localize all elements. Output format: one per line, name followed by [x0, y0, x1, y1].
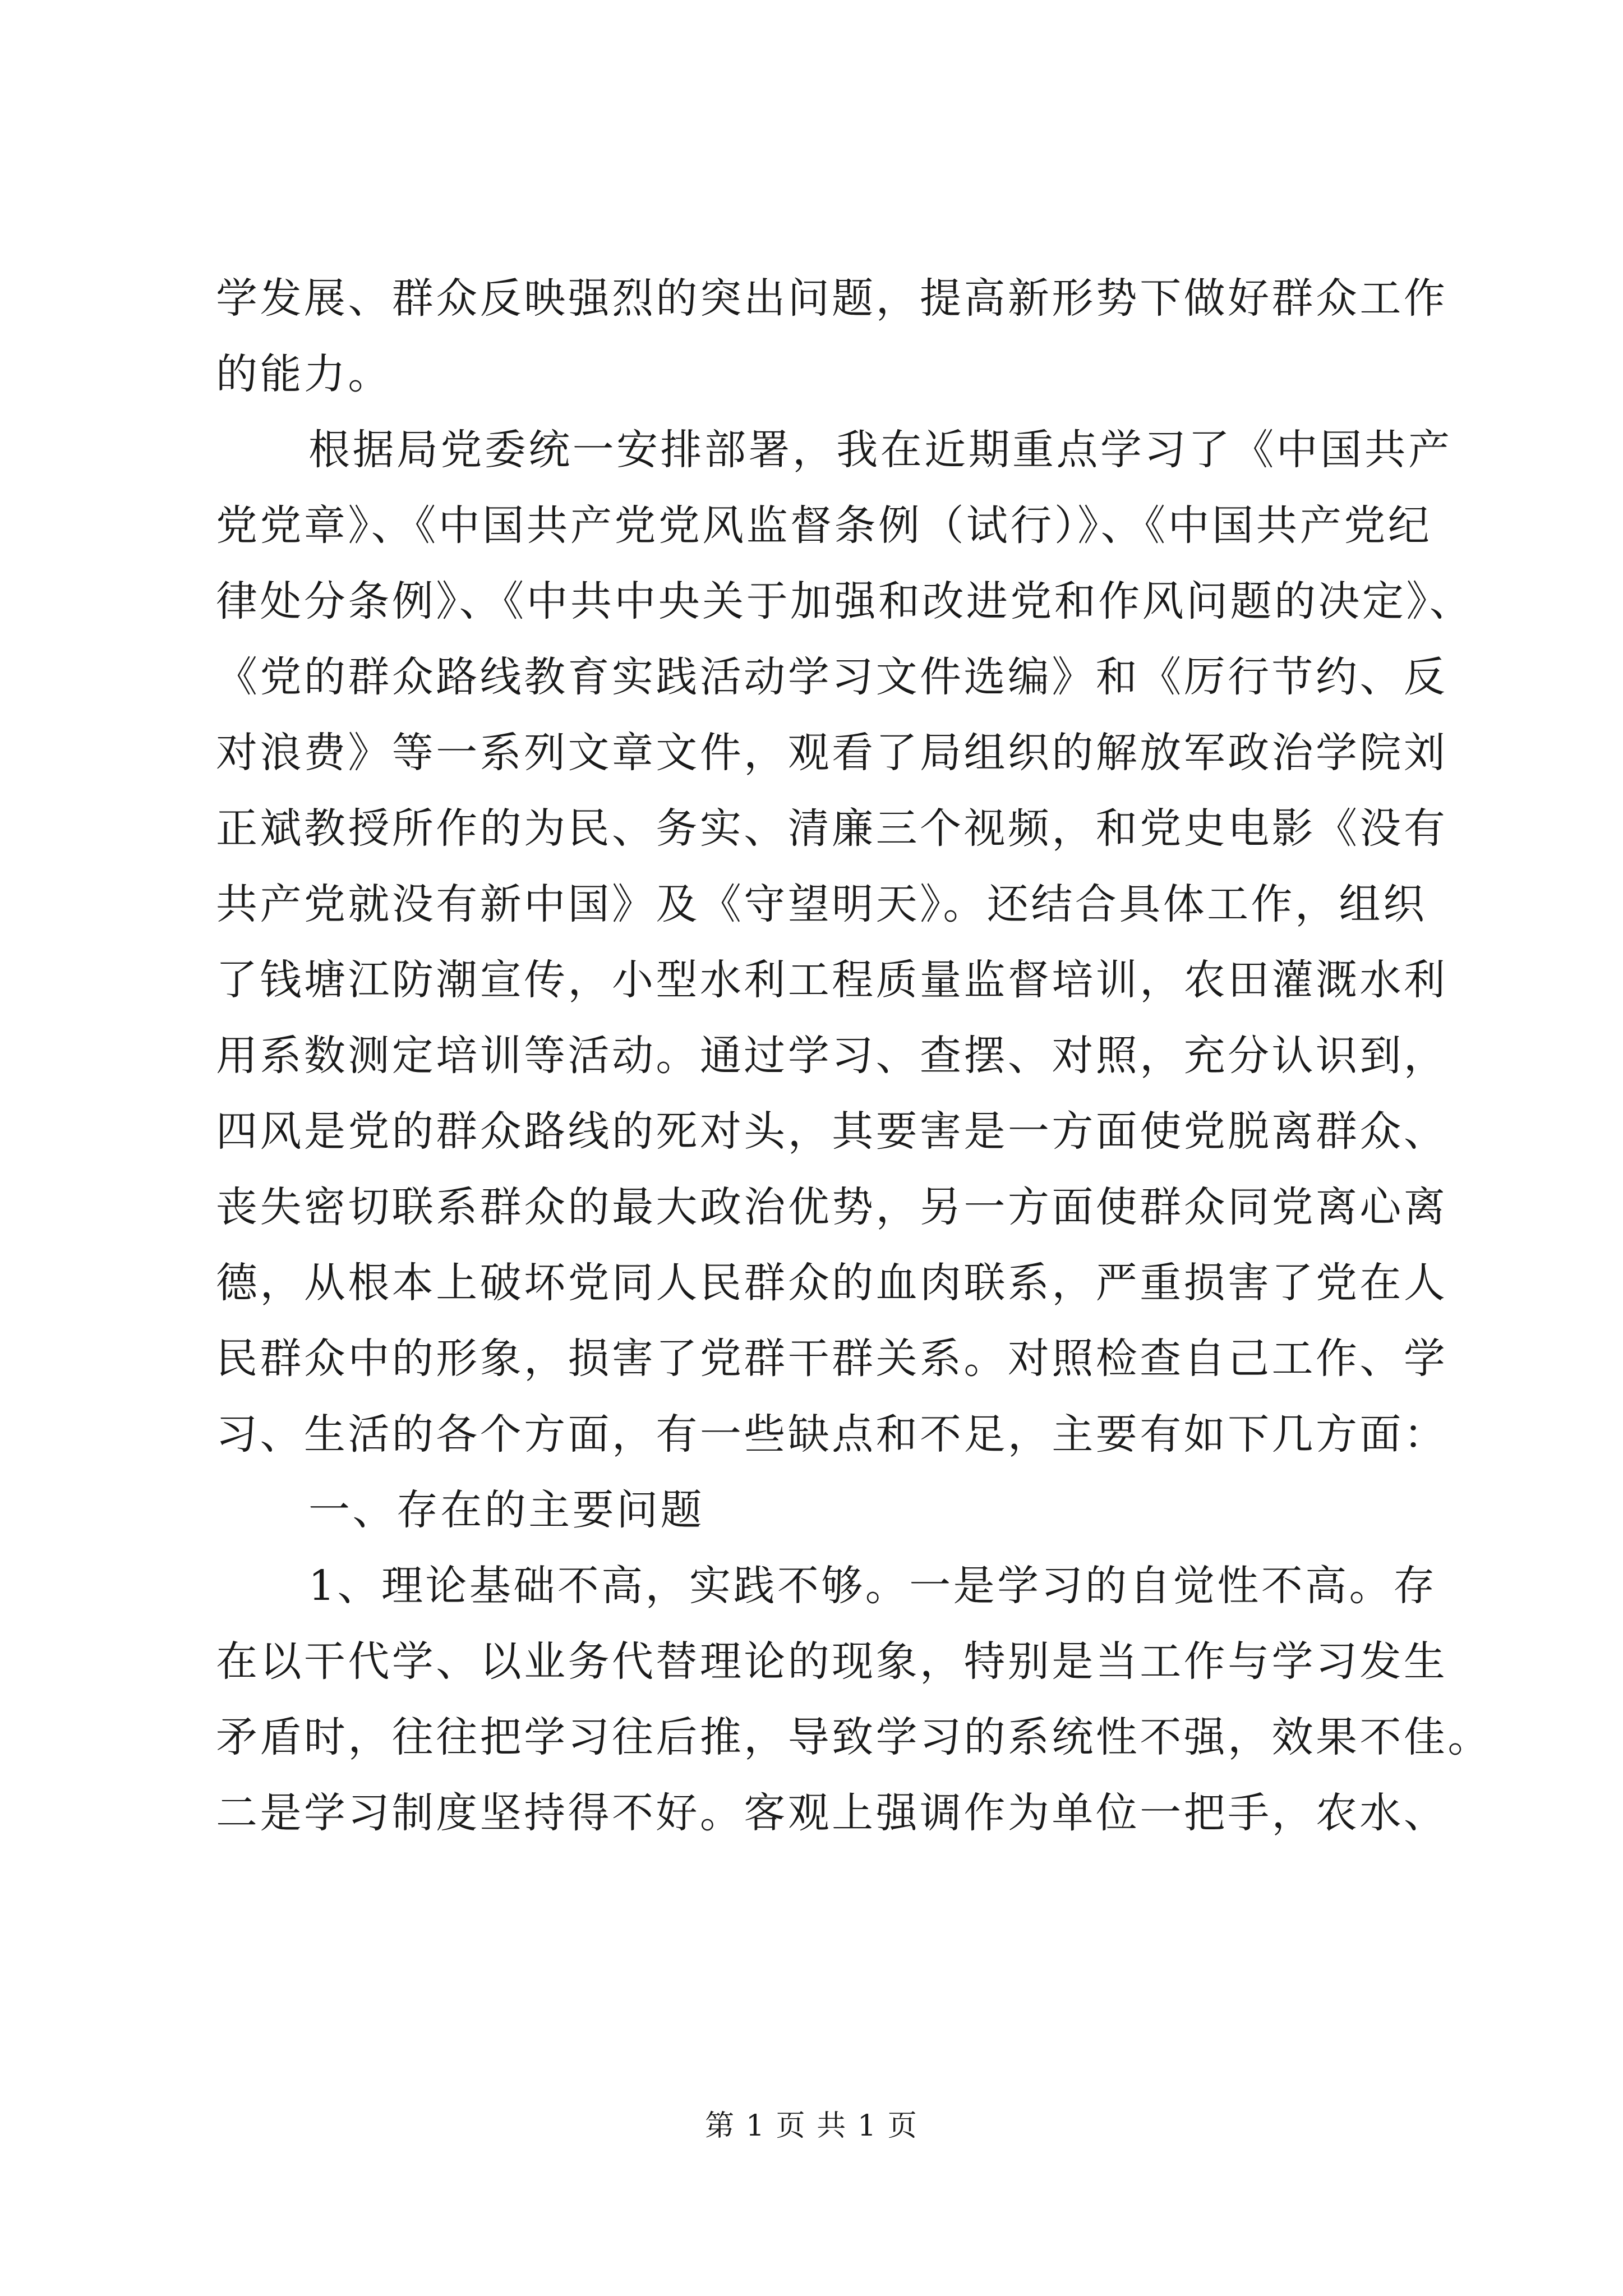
- text-line: 二是学习制度坚持得不好。客观上强调作为单位一把手，农水、: [216, 1789, 1448, 1837]
- document-body: [216, 261, 1492, 1851]
- text-line: 共产党就没有新中国》及《守望明天》。还结合具体工作，组织: [216, 880, 1427, 928]
- text-line: 丧失密切联系群众的最大政治优势，另一方面使群众同党离心离: [216, 1183, 1448, 1231]
- text-line: 学发展、群众反映强烈的突出问题，提高新形势下做好群众工作: [216, 274, 1448, 323]
- page-footer: 第 1 页 共 1 页: [705, 2109, 918, 2143]
- text-line: 了钱塘江防潮宣传，小型水利工程质量监督培训，农田灌溉水利: [216, 956, 1448, 1004]
- paragraph-start-line: 根据局党委统一安排部署，我在近期重点学习了《中国共产: [308, 426, 1453, 474]
- text-line: 民群众中的形象，损害了党群干群关系。对照检查自己工作、学: [216, 1335, 1448, 1383]
- text-line: 德，从根本上破坏党同人民群众的血肉联系，严重损害了党在人: [216, 1259, 1448, 1307]
- text-line: 的能力。: [216, 350, 392, 398]
- text-line: 习、生活的各个方面，有一些缺点和不足，主要有如下几方面：: [216, 1410, 1448, 1458]
- section-heading: 一、存在的主要问题: [308, 1486, 704, 1534]
- text-line: 正斌教授所作的为民、务实、清廉三个视频，和党史电影《没有: [216, 804, 1448, 853]
- text-line: 对浪费》等一系列文章文件，观看了局组织的解放军政治学院刘: [216, 729, 1448, 777]
- text-line: 《党的群众路线教育实践活动学习文件选编》和《厉行节约、反: [216, 653, 1448, 701]
- text-line: 律处分条例》、《中共中央关于加强和改进党和作风问题的决定》、: [216, 577, 1474, 625]
- text-line: 在以干代学、以业务代替理论的现象，特别是当工作与学习发生: [216, 1637, 1448, 1686]
- text-line: 四风是党的群众路线的死对头，其要害是一方面使党脱离群众、: [216, 1107, 1448, 1156]
- text-line: 用系数测定培训等活动。通过学习、查摆、对照，充分认识到，: [216, 1032, 1448, 1080]
- paragraph-start-line: 1、理论基础不高，实践不够。一是学习的自觉性不高。存: [308, 1562, 1437, 1610]
- text-line: 党党章》、《中国共产党党风监督条例（试行）》、《中国共产党纪: [216, 501, 1432, 550]
- text-line: 矛盾时，往往把学习往后推，导致学习的系统性不强，效果不佳。: [216, 1713, 1492, 1761]
